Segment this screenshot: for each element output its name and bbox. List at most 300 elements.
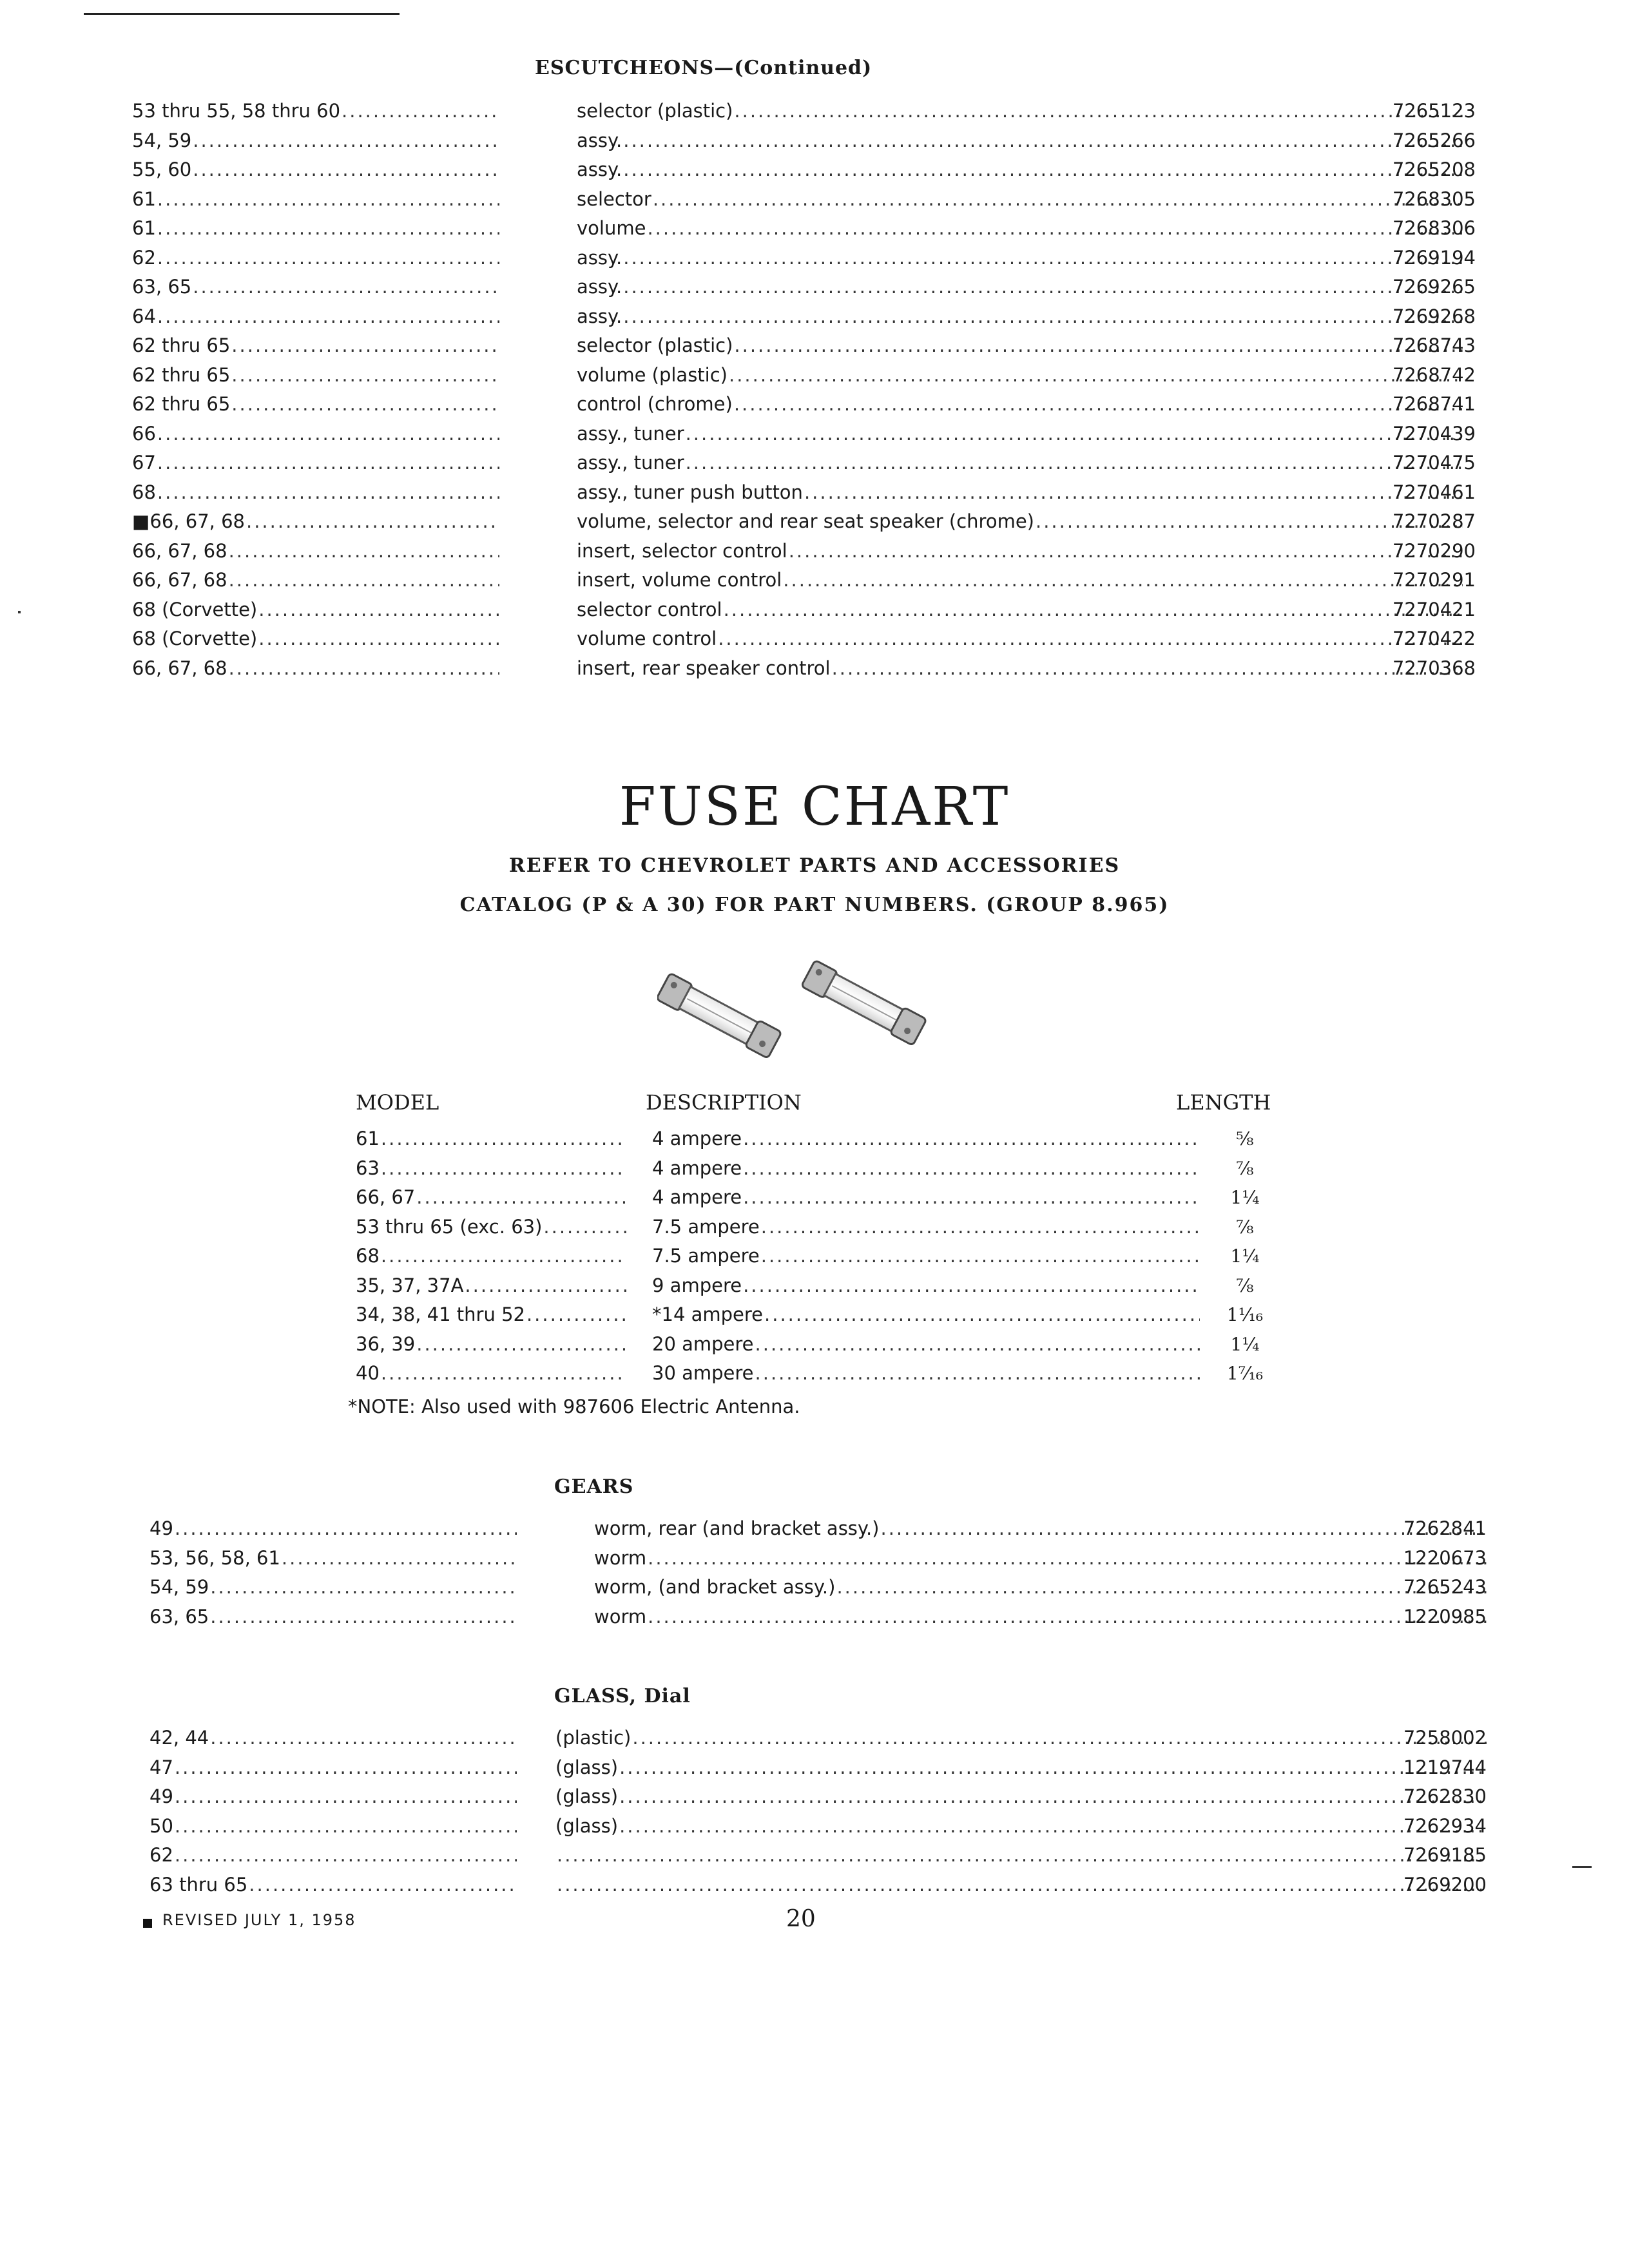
part-number-cell-text: 1220985: [1403, 1605, 1487, 1628]
dot-leader: [156, 302, 499, 332]
model-cell-text: 53, 56, 58, 61: [149, 1546, 280, 1569]
fuse-model-cell: [356, 1300, 626, 1330]
gears-title: GEARS: [554, 1475, 634, 1498]
part-number-cell: [1371, 1602, 1487, 1632]
dot-leader: [742, 1271, 1200, 1301]
part-number-cell: [1347, 331, 1476, 361]
dot-leader: [754, 1330, 1200, 1360]
model-cell: [132, 537, 499, 566]
description-cell-text: volume control: [577, 628, 717, 649]
model-cell: [132, 624, 499, 654]
description-cell: [594, 1602, 1487, 1632]
dot-leader: [651, 185, 1463, 215]
description-cell-text: control (chrome): [577, 393, 733, 415]
fuse-chart-title: FUSE CHART: [619, 776, 1010, 838]
model-cell-text: 63 thru 65: [149, 1873, 248, 1896]
model-cell: [149, 1870, 517, 1900]
table-row: [132, 361, 1476, 390]
fuse-note: *NOTE: Also used with 987606 Electric Antenna.: [348, 1396, 800, 1418]
description-cell-text: volume: [577, 217, 646, 239]
part-number-cell: [1371, 1724, 1487, 1753]
description-cell-text: (glass): [555, 1756, 619, 1778]
dot-leader: [173, 1514, 517, 1544]
part-number-cell: [1371, 1841, 1487, 1870]
part-number-cell-text: 7269268: [1392, 305, 1476, 327]
table-row: [132, 537, 1476, 566]
fuse-description-cell-text: 4 ampere: [652, 1186, 742, 1208]
table-row: [149, 1573, 1487, 1602]
model-cell: [149, 1841, 517, 1870]
dot-leader: [646, 1544, 1487, 1573]
fuse-length-cell: [1213, 1300, 1277, 1330]
fuse-model-cell-text: 63: [356, 1157, 380, 1179]
part-number-cell-text: 7268742: [1392, 363, 1476, 386]
fuse-model-cell: [356, 1183, 626, 1213]
dot-leader: [245, 507, 499, 537]
table-row: [132, 244, 1476, 273]
fuse-length-cell-text: 1¹⁄₁₆: [1226, 1304, 1264, 1325]
fuse-reference-line-1: REFER TO CHEVROLET PARTS AND ACCESSORIES: [508, 854, 1121, 877]
dot-leader: [380, 1124, 626, 1154]
table-row: [356, 1300, 1277, 1330]
dot-leader: [173, 1841, 517, 1870]
fuse-length-cell: [1213, 1124, 1277, 1154]
fuse-length-cell-text: ⅝: [1236, 1128, 1254, 1149]
description-cell: [577, 361, 1463, 390]
description-cell: [577, 419, 1463, 449]
model-cell-text: 66, 67, 68: [132, 569, 227, 591]
fuse-model-cell-text: 36, 39: [356, 1332, 416, 1355]
table-row: [132, 155, 1476, 185]
part-number-cell-text: 7265243: [1403, 1576, 1487, 1598]
part-number-cell-text: 7262934: [1403, 1814, 1487, 1837]
table-row: [149, 1812, 1487, 1841]
model-cell: [132, 126, 499, 156]
dot-leader: [760, 1242, 1200, 1271]
description-cell-text: selector control: [577, 598, 722, 620]
part-number-cell-text: 1220673: [1403, 1546, 1487, 1569]
fuse-description-cell: [652, 1124, 1200, 1154]
description-cell: [577, 478, 1463, 508]
fuse-model-cell: [356, 1213, 626, 1242]
dot-leader: [742, 1124, 1200, 1154]
part-number-cell-text: 7258002: [1403, 1727, 1487, 1749]
dot-leader: [684, 419, 1463, 449]
dot-leader: [227, 566, 499, 595]
description-cell-text: insert, selector control: [577, 539, 787, 562]
description-cell: [577, 97, 1463, 126]
table-row: [132, 273, 1476, 302]
glass-fuses-illustration: [657, 947, 960, 1070]
description-cell: [577, 155, 1463, 185]
model-cell-text: 61: [132, 187, 156, 210]
part-number-cell: [1347, 419, 1476, 449]
model-cell: [132, 244, 499, 273]
fuse-header-model: MODEL: [356, 1090, 439, 1115]
dot-leader: [760, 1213, 1200, 1242]
fuse-model-cell-text: 34, 38, 41 thru 52: [356, 1303, 525, 1325]
fuse-length-cell-text: 1⁷⁄₁₆: [1226, 1363, 1264, 1384]
table-row: [149, 1782, 1487, 1812]
fuse-model-cell-text: 68: [356, 1245, 380, 1267]
model-cell-text: 67: [132, 452, 156, 474]
description-cell-text: volume (plastic): [577, 363, 728, 386]
part-number-cell-text: 7269265: [1392, 276, 1476, 298]
description-cell: [594, 1514, 1487, 1544]
description-cell-text: assy., tuner: [577, 452, 684, 474]
table-row: [149, 1870, 1487, 1900]
dot-leader: [380, 1359, 626, 1389]
dot-leader: [247, 1870, 517, 1900]
description-cell: [577, 624, 1463, 654]
description-cell-text: selector (plastic): [577, 100, 733, 122]
table-row: [132, 331, 1476, 361]
model-cell-text: 62: [132, 246, 156, 269]
dot-leader: [340, 97, 499, 126]
description-cell: [555, 1782, 1487, 1812]
fuse-length-cell-text: ⅞: [1236, 1216, 1254, 1238]
model-cell-text: 68 (Corvette): [132, 628, 258, 649]
part-number-cell: [1347, 448, 1476, 478]
fuse-description-cell-text: 9 ampere: [652, 1274, 742, 1296]
fuse-description-cell: [652, 1271, 1200, 1301]
fuse-length-cell: [1213, 1359, 1277, 1389]
model-cell-text: 62 thru 65: [132, 393, 231, 415]
model-cell: [132, 595, 499, 625]
fuse-length-cell-text: 1¼: [1230, 1245, 1260, 1267]
description-cell-text: worm, rear (and bracket assy.): [594, 1517, 880, 1539]
table-row: [132, 566, 1476, 595]
part-number-cell: [1347, 624, 1476, 654]
dot-leader: [622, 244, 1463, 273]
model-cell-text: 54, 59: [132, 129, 192, 151]
part-number-cell-text: 7269194: [1392, 246, 1476, 269]
model-cell: [132, 419, 499, 449]
model-cell: [132, 448, 499, 478]
description-cell-text: (glass): [555, 1785, 619, 1807]
description-cell-text: assy., tuner: [577, 422, 684, 445]
part-number-cell: [1347, 302, 1476, 332]
dot-leader: [380, 1242, 626, 1271]
model-cell-text: 63, 65: [149, 1605, 209, 1628]
description-cell: [555, 1724, 1487, 1753]
glass-dial-table: [149, 1724, 1487, 1899]
top-rule: [84, 13, 400, 15]
model-cell-text: 62 thru 65: [132, 334, 231, 356]
part-number-cell: [1347, 566, 1476, 595]
fuse-description-cell-text: 4 ampere: [652, 1128, 742, 1149]
dot-leader: [230, 331, 499, 361]
fuse-description-cell: [652, 1242, 1200, 1271]
model-cell-text: 64: [132, 305, 156, 327]
description-cell-text: insert, rear speaker control: [577, 657, 831, 679]
model-cell: [149, 1782, 517, 1812]
dot-leader: [156, 478, 499, 508]
table-row: [132, 654, 1476, 684]
model-cell-text: 66, 67, 68: [132, 539, 227, 562]
model-cell-text: 62 thru 65: [132, 363, 231, 386]
fuse-description-cell-text: 20 ampere: [652, 1332, 754, 1355]
fuse-length-cell-text: 1¼: [1230, 1333, 1260, 1355]
table-row: [149, 1753, 1487, 1783]
description-cell: [577, 390, 1463, 419]
fuse-model-cell-text: 66, 67: [356, 1186, 416, 1208]
dot-leader: [622, 126, 1463, 156]
part-number-cell: [1347, 478, 1476, 508]
model-cell: [132, 331, 499, 361]
description-cell-text: assy.: [577, 246, 622, 269]
fuse-description-cell-text: 30 ampere: [652, 1362, 754, 1384]
model-cell: [132, 214, 499, 244]
part-number-cell: [1347, 97, 1476, 126]
fuse-length-cell-text: ⅞: [1236, 1274, 1254, 1296]
description-cell: [555, 1753, 1487, 1783]
fuse-description-cell: [652, 1330, 1200, 1360]
description-cell: [577, 185, 1463, 215]
fuse-model-cell: [356, 1271, 626, 1301]
fuse-length-cell: [1213, 1213, 1277, 1242]
revision-marker-icon: [143, 1919, 152, 1928]
table-row: [356, 1124, 1277, 1154]
fuse-header-length: LENGTH: [1176, 1090, 1271, 1115]
gears-table: [149, 1514, 1487, 1631]
table-row: [149, 1514, 1487, 1544]
part-number-cell: [1347, 537, 1476, 566]
description-cell-text: selector: [577, 187, 651, 210]
fuse-description-cell: [652, 1183, 1200, 1213]
model-cell-text: 55, 60: [132, 159, 192, 180]
model-cell: [132, 302, 499, 332]
model-cell: [132, 155, 499, 185]
table-row: [356, 1242, 1277, 1271]
description-cell: [594, 1544, 1487, 1573]
fuse-model-cell: [356, 1124, 626, 1154]
description-cell-text: assy.: [577, 159, 622, 180]
description-cell: [577, 537, 1463, 566]
part-number-cell-text: 7270439: [1392, 422, 1476, 445]
part-number-cell-text: 7270368: [1392, 657, 1476, 679]
dot-leader: [173, 1753, 517, 1783]
fuse-length-cell: [1213, 1183, 1277, 1213]
part-number-cell: [1347, 244, 1476, 273]
model-cell: [132, 478, 499, 508]
description-cell-text: assy.: [577, 305, 622, 327]
description-cell: [555, 1870, 1487, 1900]
table-row: [132, 214, 1476, 244]
part-number-cell-text: 7270291: [1392, 569, 1476, 591]
description-cell: [577, 214, 1463, 244]
description-cell: [577, 244, 1463, 273]
fuse-model-cell-text: 61: [356, 1128, 380, 1149]
description-cell: [577, 566, 1463, 595]
description-cell-text: (glass): [555, 1814, 619, 1837]
table-row: [132, 507, 1476, 537]
model-cell-text: 49: [149, 1517, 173, 1539]
dot-leader: [463, 1271, 626, 1301]
model-cell-text: 53 thru 55, 58 thru 60: [132, 100, 341, 122]
table-row: [356, 1271, 1277, 1301]
part-number-cell: [1347, 185, 1476, 215]
part-number-cell: [1347, 390, 1476, 419]
fuse-length-cell-text: 1¼: [1230, 1187, 1260, 1208]
model-cell-text: 66, 67, 68: [132, 657, 227, 679]
dot-leader: [173, 1782, 517, 1812]
description-cell-text: assy., tuner push button: [577, 481, 803, 503]
fuse-model-cell-text: 35, 37, 37A: [356, 1274, 464, 1296]
fuse-length-cell: [1213, 1242, 1277, 1271]
dot-leader: [555, 1870, 1487, 1900]
dot-leader: [622, 273, 1463, 302]
part-number-cell: [1371, 1514, 1487, 1544]
model-cell: [132, 507, 499, 537]
model-cell: [149, 1812, 517, 1841]
part-number-cell: [1347, 595, 1476, 625]
part-number-cell: [1347, 126, 1476, 156]
part-number-cell-text: 7269185: [1403, 1844, 1487, 1866]
part-number-cell-text: 7262830: [1403, 1785, 1487, 1807]
dot-leader: [618, 1782, 1487, 1812]
description-cell-text: assy.: [577, 276, 622, 298]
table-row: [149, 1841, 1487, 1870]
model-cell-text: 54, 59: [149, 1576, 209, 1598]
table-row: [149, 1602, 1487, 1632]
part-number-cell: [1371, 1782, 1487, 1812]
dot-leader: [646, 214, 1463, 244]
dot-leader: [156, 419, 499, 449]
table-row: [132, 478, 1476, 508]
description-cell-text: volume, selector and rear seat speaker (chrome): [577, 510, 1034, 532]
part-number-cell-text: 7265123: [1392, 100, 1476, 122]
part-number-cell-text: 7262841: [1403, 1517, 1487, 1539]
model-cell: [132, 654, 499, 684]
dot-leader: [257, 595, 499, 625]
dot-leader: [191, 126, 499, 156]
model-cell: [132, 97, 499, 126]
model-cell: [149, 1602, 517, 1632]
part-number-cell-text: 7270422: [1392, 628, 1476, 649]
model-cell-text: 61: [132, 217, 156, 239]
table-row: [132, 126, 1476, 156]
part-number-cell-text: 7268306: [1392, 217, 1476, 239]
dot-leader: [618, 1812, 1487, 1841]
dot-leader: [209, 1573, 517, 1602]
dot-leader: [191, 155, 499, 185]
table-row: [132, 185, 1476, 215]
dot-leader: [173, 1812, 517, 1841]
model-cell-text: 47: [149, 1756, 173, 1778]
dot-leader: [191, 273, 499, 302]
dot-leader: [754, 1359, 1200, 1389]
description-cell: [577, 126, 1463, 156]
fuse-length-cell: [1213, 1330, 1277, 1360]
model-cell-text: 42, 44: [149, 1727, 209, 1749]
description-cell-text: worm, (and bracket assy.): [594, 1576, 836, 1598]
fuse-model-cell: [356, 1330, 626, 1360]
description-cell: [577, 273, 1463, 302]
fuse-model-cell: [356, 1359, 626, 1389]
table-row: [356, 1330, 1277, 1360]
description-cell: [577, 507, 1463, 537]
part-number-cell-text: 7270475: [1392, 452, 1476, 474]
fuse-description-cell: [652, 1213, 1200, 1242]
part-number-cell: [1371, 1870, 1487, 1900]
description-cell: [577, 331, 1463, 361]
description-cell: [577, 302, 1463, 332]
dot-leader: [156, 214, 499, 244]
escutcheons-title: ESCUTCHEONS—(Continued): [535, 57, 872, 79]
model-cell-text: 63, 65: [132, 276, 192, 298]
table-row: [356, 1213, 1277, 1242]
part-number-cell: [1371, 1573, 1487, 1602]
dot-leader: [525, 1300, 626, 1330]
table-row: [149, 1544, 1487, 1573]
dot-leader: [257, 624, 499, 654]
dot-leader: [542, 1213, 626, 1242]
description-cell-text: insert, volume control: [577, 569, 782, 591]
dot-leader: [684, 448, 1463, 478]
model-cell: [149, 1753, 517, 1783]
table-row: [132, 624, 1476, 654]
model-cell-text: 68 (Corvette): [132, 598, 258, 620]
part-number-cell-text: 7270287: [1392, 510, 1476, 532]
description-cell-text: (plastic): [555, 1727, 631, 1749]
dot-leader: [280, 1544, 517, 1573]
fuse-model-cell-text: 53 thru 65 (exc. 63): [356, 1215, 543, 1238]
revised-date: REVISED JULY 1, 1958: [162, 1911, 356, 1929]
dot-leader: [227, 537, 499, 566]
model-cell-text: 66: [132, 422, 156, 445]
dot-leader: [380, 1154, 626, 1184]
fuse-description-cell: [652, 1359, 1200, 1389]
model-cell-text: 50: [149, 1814, 173, 1837]
dot-leader: [763, 1300, 1200, 1330]
dot-leader: [415, 1330, 626, 1360]
model-cell-text: 49: [149, 1785, 173, 1807]
description-cell: [594, 1573, 1487, 1602]
description-cell-text: worm: [594, 1605, 647, 1628]
table-row: [356, 1359, 1277, 1389]
description-cell: [577, 448, 1463, 478]
part-number-cell-text: 7265208: [1392, 159, 1476, 180]
description-cell: [555, 1812, 1487, 1841]
model-cell: [132, 361, 499, 390]
part-number-cell: [1347, 273, 1476, 302]
model-cell: [149, 1514, 517, 1544]
model-cell: [132, 390, 499, 419]
part-number-cell-text: 7269200: [1403, 1873, 1487, 1896]
part-number-cell: [1347, 361, 1476, 390]
part-number-cell: [1347, 214, 1476, 244]
model-cell: [149, 1573, 517, 1602]
dot-leader: [156, 185, 499, 215]
description-cell: [577, 654, 1463, 684]
glass-dial-title: GLASS, Dial: [554, 1685, 691, 1707]
part-number-cell-text: 7268743: [1392, 334, 1476, 356]
part-number-cell-text: 7268741: [1392, 393, 1476, 415]
part-number-cell-text: 7270461: [1392, 481, 1476, 503]
page-number: 20: [786, 1906, 816, 1932]
table-row: [132, 302, 1476, 332]
fuse-reference-line-2: CATALOG (P & A 30) FOR PART NUMBERS. (GROUP 8.965): [459, 894, 1170, 916]
part-number-cell: [1371, 1753, 1487, 1783]
model-cell: [149, 1724, 517, 1753]
model-cell-text: ■66, 67, 68: [132, 510, 245, 532]
part-number-cell-text: 1219744: [1403, 1756, 1487, 1778]
fuse-description-cell-text: 7.5 ampere: [652, 1215, 760, 1238]
table-row: [356, 1183, 1277, 1213]
description-cell: [555, 1841, 1487, 1870]
fuse-model-cell: [356, 1154, 626, 1184]
